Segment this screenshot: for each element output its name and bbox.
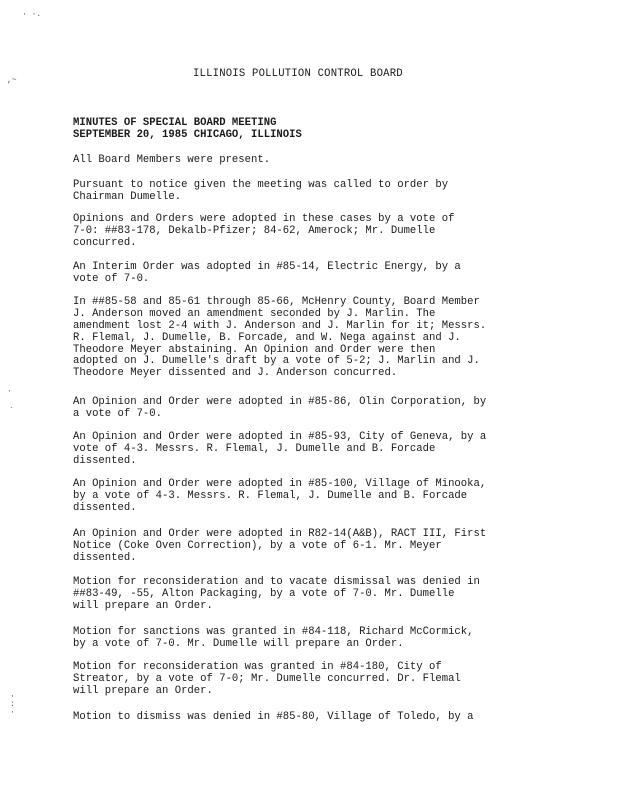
paragraph-line: An Opinion and Order were adopted in #85-86, Olin Corporation, by [73, 396, 487, 408]
paragraph-line: Pursuant to notice given the meeting was called to order by [73, 179, 449, 191]
paragraph-village-of-minooka [73, 479, 553, 515]
paragraph-line: dissented. [73, 551, 137, 564]
paragraph-line: An Interim Order was adopted in #85-14, Electric Energy, by a [73, 261, 461, 273]
scan-speck-left-1: ,~ [7, 76, 17, 85]
paragraph-alton-packaging [73, 577, 553, 613]
paragraph-attendance [73, 155, 553, 167]
paragraph-line: ##83-49, -55, Alton Packaging, by a vote of 7-0. Mr. Dumelle [73, 587, 455, 600]
paragraph-line: concurred. [73, 236, 137, 249]
paragraph-interim-order [73, 262, 553, 286]
paragraph-line: will prepare an Order. [73, 599, 213, 612]
paragraph-line: dissented. [73, 501, 137, 514]
paragraph-line: 7-0: ##83-178, Dekalb-Pfizer; 84-62, Amerock; Mr. Dumelle [73, 224, 436, 237]
paragraph-mchenry-county [73, 297, 553, 380]
paragraph-line: a vote of 7-0. [73, 407, 163, 420]
paragraph-city-of-geneva [73, 432, 553, 468]
paragraph-line: R. Flemal, J. Dumelle, B. Forcade, and W. Nega against and J. [73, 331, 461, 344]
meeting-date-location: SEPTEMBER 20, 1985 CHICAGO, ILLINOIS [73, 129, 302, 141]
paragraph-line: Theodore Meyer abstaining. An Opinion and Order were then [73, 343, 436, 356]
paragraph-line: An Opinion and Order were adopted in #85-93, City of Geneva, by a [73, 431, 487, 443]
scan-speck-left-3: ` [9, 407, 14, 416]
meeting-type: MINUTES OF SPECIAL BOARD MEETING [73, 117, 277, 129]
paragraph-call-to-order [73, 180, 553, 204]
paragraph-line: adopted on J. Dumelle's draft by a vote of 5-2; J. Marlin and J. [73, 355, 480, 368]
paragraph-line: All Board Members were present. [73, 154, 271, 166]
paragraph-line: J. Anderson moved an amendment seconded by J. Marlin. The [73, 307, 436, 320]
paragraph-line: In ##85-58 and 85-61 through 85-66, McHenry County, Board Member [73, 296, 480, 308]
paragraph-city-of-streator [73, 662, 553, 698]
paragraph-line: vote of 7-0. [73, 272, 150, 285]
paragraph-line: Motion for reconsideration and to vacate dismissal was denied in [73, 576, 480, 588]
paragraph-line: Chairman Dumelle. [73, 190, 182, 203]
paragraph-line: amendment lost 2-4 with J. Anderson and J. Marlin for it; Messrs. [73, 319, 487, 332]
paragraph-richard-mccormick [73, 627, 553, 651]
paragraph-line: Motion for sanctions was granted in #84-118, Richard McCormick, [73, 626, 474, 638]
paragraph-olin-corporation [73, 397, 553, 421]
document-title: ILLINOIS POLLUTION CONTROL BOARD [193, 68, 403, 80]
paragraph-line: Opinions and Orders were adopted in these cases by a vote of [73, 213, 455, 225]
scan-speck-top: · ·. [22, 10, 42, 19]
paragraph-line: An Opinion and Order were adopted in #85-100, Village of Minooka, [73, 478, 487, 490]
meeting-heading [73, 118, 302, 142]
paragraph-line: Motion to dismiss was denied in #85-80, Village of Toledo, by a [73, 711, 474, 723]
paragraph-line: Theodore Meyer dissented and J. Anderson concurred. [73, 367, 398, 380]
paragraph-village-of-toledo [73, 712, 553, 724]
paragraph-line: An Opinion and Order were adopted in R82-14(A&B), RACT III, First [73, 528, 487, 540]
paragraph-line: will prepare an Order. [73, 684, 213, 697]
paragraph-ract-iii [73, 529, 553, 565]
paragraph-opinions-adopted [73, 214, 553, 250]
paragraph-line: by a vote of 7-0. Mr. Dumelle will prepare an Order. [73, 637, 404, 650]
paragraph-line: Notice (Coke Oven Correction), by a vote of 6-1. Mr. Meyer [73, 539, 442, 552]
paragraph-line: dissented. [73, 454, 137, 467]
scan-speck-left-4: · : · [10, 692, 15, 717]
paragraph-line: by a vote of 4-3. Messrs. R. Flemal, J. Dumelle and B. Forcade [73, 489, 468, 502]
scan-speck-left-2: · [7, 387, 12, 396]
paragraph-line: vote of 4-3. Messrs. R. Flemal, J. Dumelle and B. Forcade [73, 442, 436, 455]
paragraph-line: Motion for reconsideration was granted in #84-180, City of [73, 661, 442, 673]
paragraph-line: Streator, by a vote of 7-0; Mr. Dumelle concurred. Dr. Flemal [73, 672, 461, 685]
